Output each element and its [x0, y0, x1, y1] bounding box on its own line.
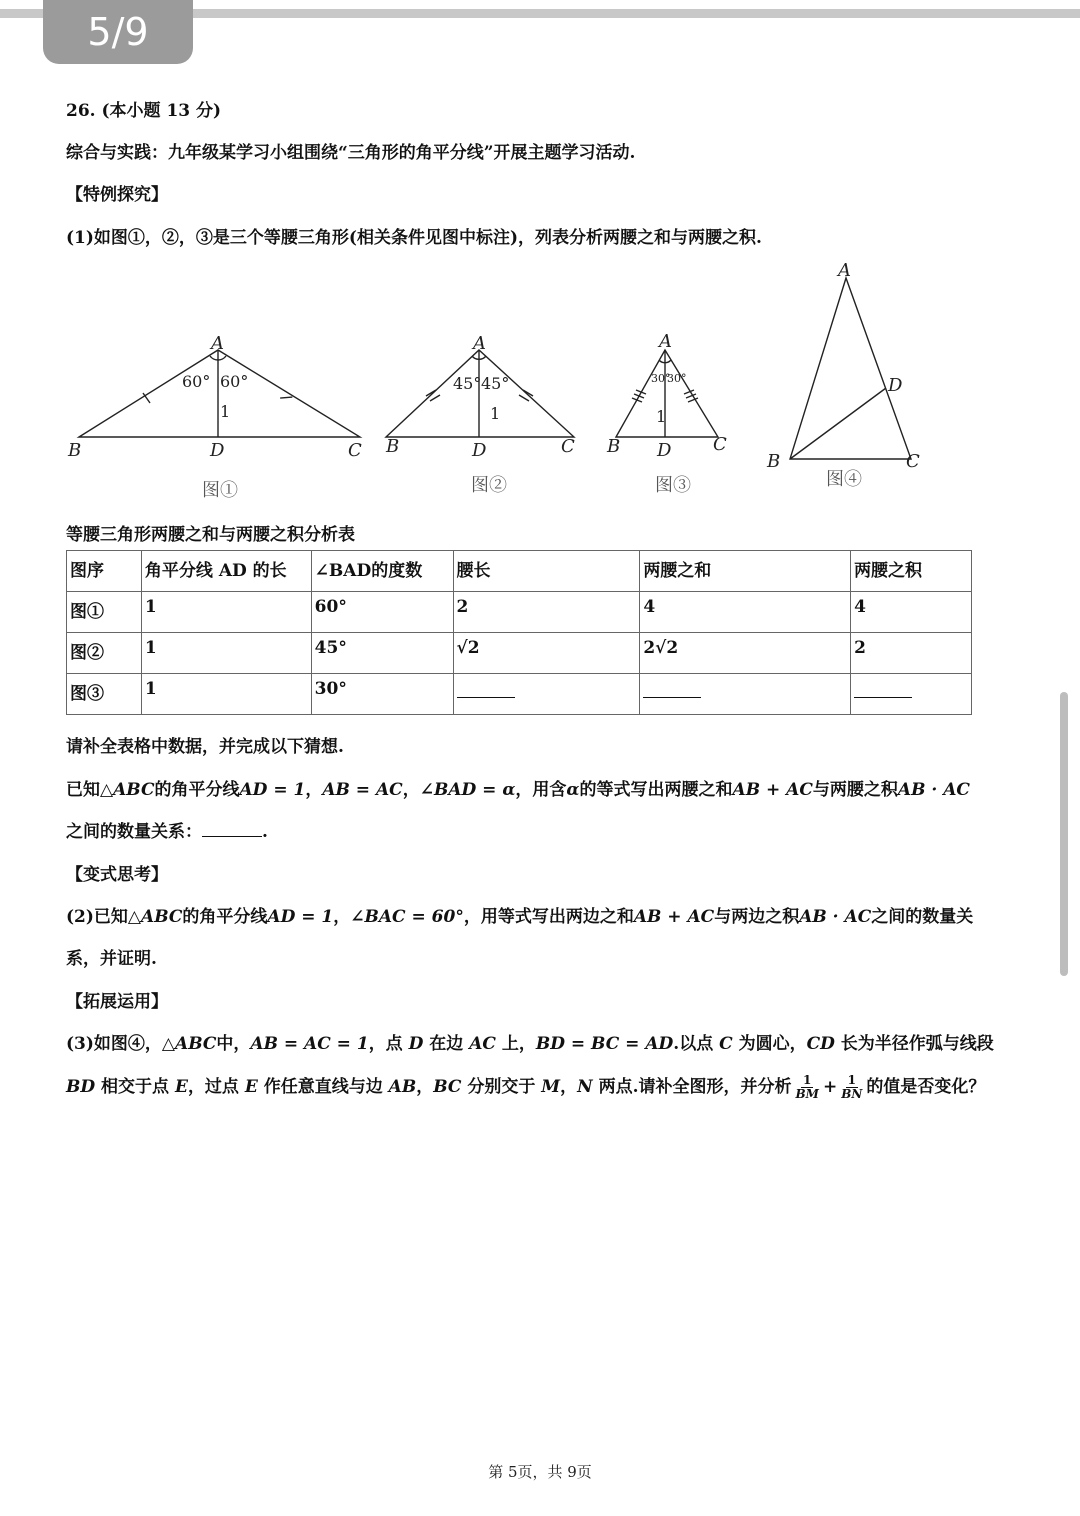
answer-blank [643, 679, 701, 698]
table-cell: 30° [311, 674, 453, 715]
table-cell: 图① [67, 592, 142, 633]
table-cell: 图③ [67, 674, 142, 715]
fig2-label-a: A [473, 333, 486, 354]
conjecture-line1: 已知△ABC的角平分线AD = 1，AB = AC，∠BAD = α，用含α的等式写出两腰之和AB + AC与两腰之积AB · AC [66, 780, 970, 800]
prompt-fill-table: 请补全表格中数据，并完成以下猜想. [66, 737, 344, 757]
fig2-length: 1 [490, 404, 501, 423]
fig1-caption: 图① [202, 480, 238, 501]
table-cell: 2√2 [640, 633, 851, 674]
answer-blank [202, 822, 262, 837]
fraction-1-over-bn: $\frac{1}{BN}$ [841, 1073, 863, 1101]
fig4-segment-bd [790, 388, 886, 459]
fig4-label-c: C [906, 451, 920, 472]
table-row [67, 633, 972, 674]
answer-blank [457, 679, 515, 698]
table-row [67, 592, 972, 633]
blank-cell-leg-length [453, 674, 640, 715]
fig3-label-d: D [657, 440, 672, 461]
fig4-caption: 图④ [826, 469, 862, 490]
fig1-label-d: D [210, 440, 225, 461]
fig3-length: 1 [656, 407, 667, 426]
table-cell: 1 [141, 633, 311, 674]
answer-blank [854, 679, 912, 698]
table-cell: 2 [453, 592, 640, 633]
section-title-variation: 【变式思考】 [66, 865, 168, 885]
fig4-triangle [790, 278, 911, 459]
part2-line1: (2)已知△ABC的角平分线AD = 1，∠BAC = 60°，用等式写出两边之和AB + AC与两边之积AB · AC之间的数量关 [66, 907, 974, 927]
fig2-label-c: C [561, 436, 575, 457]
figures-area [0, 255, 1080, 505]
fig2-triangle [386, 350, 574, 437]
table-cell: 图② [67, 633, 142, 674]
table-cell: √2 [453, 633, 640, 674]
table-row [67, 674, 972, 715]
part1-text: (1)如图①，②，③是三个等腰三角形(相关条件见图中标注)，列表分析两腰之和与两腰之积. [66, 228, 762, 248]
fig3-caption: 图③ [655, 475, 691, 496]
header-cell: 图序 [67, 551, 142, 592]
fig3-angle-right: 30° [667, 372, 687, 385]
header-cell: 角平分线 AD 的长 [141, 551, 311, 592]
question-intro: 综合与实践：九年级某学习小组围绕“三角形的角平分线”开展主题学习活动. [66, 143, 636, 163]
fig1-length: 1 [220, 402, 231, 421]
fig4-label-a: A [838, 260, 851, 281]
part2-line2: 系，并证明. [66, 949, 157, 969]
page-footer: 第 5页，共 9页 [488, 1463, 592, 1481]
fig2-label-b: B [386, 436, 400, 457]
analysis-table [66, 550, 972, 715]
fig1-angle-right: 60° [220, 372, 249, 391]
blank-cell-leg-product [851, 674, 972, 715]
fig2-label-d: D [472, 440, 487, 461]
section-title-special-case: 【特例探究】 [66, 185, 168, 205]
fig1-label-b: B [68, 440, 82, 461]
section-title-extension: 【拓展运用】 [66, 992, 168, 1012]
page-indicator-badge: 5/9 [43, 0, 193, 64]
part3-line2: BD 相交于点 E，过点 E 作任意直线与边 AB，BC 分别交于 M，N 两点.请补全图形，并分析 $\frac{1}{BM}$ + $\frac{1}{BN}$ 的值是否变化？ [66, 1073, 986, 1101]
fig1-label-a: A [211, 333, 224, 354]
fig1-angle-left: 60° [182, 372, 211, 391]
table-cell: 2 [851, 633, 972, 674]
fig1-label-c: C [348, 440, 362, 461]
table-cell: 1 [141, 674, 311, 715]
part3-line1: (3)如图④，△ABC中，AB = AC = 1，点 D 在边 AC 上，BD = BC = AD.以点 C 为圆心，CD 长为半径作弧与线段 [66, 1034, 994, 1054]
fig2-angle-left: 45° [453, 374, 482, 393]
fig1-triangle [79, 350, 360, 437]
fig2-caption: 图② [471, 475, 507, 496]
conjecture-line2: 之间的数量关系： . [66, 822, 268, 842]
table-cell: 45° [311, 633, 453, 674]
header-cell: 两腰之积 [851, 551, 972, 592]
fig3-label-c: C [713, 434, 727, 455]
fig2-angle-right: 45° [481, 374, 510, 393]
blank-cell-leg-sum [640, 674, 851, 715]
table-caption: 等腰三角形两腰之和与两腰之积分析表 [66, 525, 355, 545]
fraction-1-over-bm: $\frac{1}{BM}$ [795, 1073, 819, 1101]
table-header-row [67, 551, 972, 592]
table-cell: 4 [851, 592, 972, 633]
header-cell: 两腰之和 [640, 551, 851, 592]
scrollbar-thumb[interactable] [1060, 692, 1068, 976]
header-cell: ∠BAD的度数 [311, 551, 453, 592]
question-header: 26. (本小题 13 分) [66, 101, 222, 121]
fig4-label-b: B [767, 451, 781, 472]
fig4-label-d: D [888, 375, 903, 396]
header-cell: 腰长 [453, 551, 640, 592]
fig3-label-a: A [659, 331, 672, 352]
table-cell: 60° [311, 592, 453, 633]
table-cell: 4 [640, 592, 851, 633]
table-cell: 1 [141, 592, 311, 633]
fig3-label-b: B [607, 436, 621, 457]
fig3-angle-left: 30° [651, 372, 671, 385]
